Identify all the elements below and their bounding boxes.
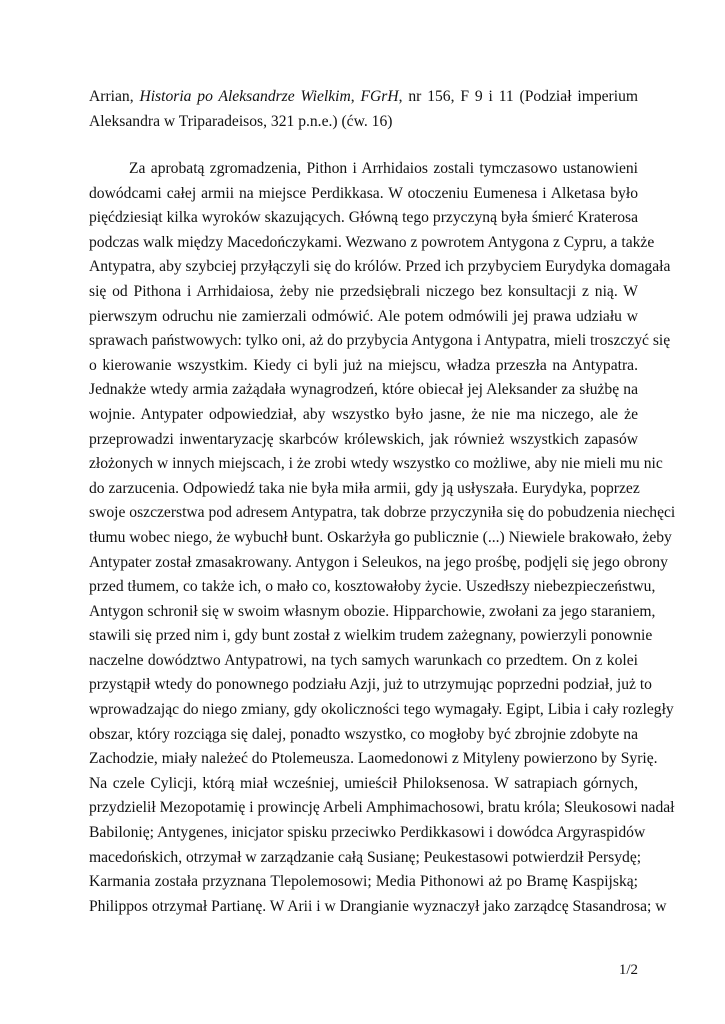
body-line: przydzielił Mezopotamię i prowincję Arbeli Amphimachosowi, bratu króla; Sleukosowi nadał xyxy=(89,799,675,817)
heading-fgrh: FGrH xyxy=(360,88,399,105)
body-line: Antypater został zmasakrowany. Antygon i Seleukos, na jego prośbę, podjęli się jego obrony xyxy=(89,553,668,571)
body-line: obszar, który rozciąga się dalej, ponadto wszystko, co mogłoby być zbrojnie zdobyte na xyxy=(89,725,638,743)
body-line: wprowadzając do niego zmiany, gdy okoliczności tego wymagały. Egipt, Libia i cały rozległy xyxy=(89,701,674,719)
body-line: dowódcami całej armii na miejsce Perdikkasa. W otoczeniu Eumenesa i Alketasa było xyxy=(89,184,638,202)
body-line: pięćdziesiąt kilka wyroków skazujących. Główną tego przyczyną była śmierć Kraterosa xyxy=(89,209,638,227)
body-line: Antygon schronił się w swoim własnym obozie. Hipparchowie, zwołani za jego staraniem, xyxy=(89,602,656,620)
body-line: Jednakże wtedy armia zażądała wynagrodzeń, które obiecał jej Aleksander za służbę na xyxy=(89,381,638,399)
body-line: pierwszym odruchu nie zamierzali odmówić. Ale potem odmówili jej prawa udziału w xyxy=(89,307,638,325)
body-line: Za aprobatą zgromadzenia, Pithon i Arrhidaios zostali tymczasowo ustanowieni xyxy=(129,160,638,177)
heading-author: Arrian, xyxy=(89,88,140,105)
body-line: Philippos otrzymał Partianę. W Arii i w Drangianie wyznaczył jako zarządcę Stasandrosa; w xyxy=(89,897,667,915)
body-line: przeprowadzi inwentaryzację skarbców królewskich, jak również wszystkich zapasów xyxy=(89,430,638,448)
body-line: o kierowanie wszystkim. Kiedy ci byli już na miejscu, władza przeszła na Antypatra. xyxy=(89,356,638,374)
heading-work-title: Historia po Aleksandrze Wielkim xyxy=(139,88,351,105)
body-line: wojnie. Antypater odpowiedział, aby wszystko było jasne, że nie ma niczego, ale że xyxy=(89,405,638,423)
body-line: Karmania została przyznana Tlepolemosowi; Media Pithonowi aż po Bramę Kaspijską; xyxy=(89,873,638,891)
body-line: Na czele Cylicji, którą miał wcześniej, umieścił Philoksenosa. W satrapiach górnych, xyxy=(89,774,638,792)
source-citation-heading xyxy=(89,84,638,134)
body-line: Babilonię; Antygenes, inicjator spisku przeciwko Perdikkasowi i dowódca Argyraspidów xyxy=(89,824,646,842)
heading-line-1 xyxy=(89,84,638,109)
heading-line-2: Aleksandra w Triparadeisos, 321 p.n.e.) (ćw. 16) xyxy=(89,113,393,130)
body-line: Zachodzie, miały należeć do Ptolemeusza. Laomedonowi z Mityleny powierzono by Syrię. xyxy=(89,750,658,768)
heading-separator: , xyxy=(350,88,361,105)
body-line: macedońskich, otrzymał w zarządzanie całą Susianę; Peukestasowi potwierdził Persydę; xyxy=(89,848,642,866)
body-line: sprawach państwowych: tylko oni, aż do przybycia Antygona i Antypatra, mieli troszczyć się xyxy=(89,332,671,350)
body-line: przed tłumem, co także ich, o mało co, kosztowałoby życie. Uszedłszy niebezpieczeństwu, xyxy=(89,578,656,596)
body-line: naczelne dowództwo Antypatrowi, na tych samych warunkach co przedtem. On z kolei xyxy=(89,651,638,669)
page-number: 1/2 xyxy=(618,962,638,978)
translation-body xyxy=(89,157,676,919)
body-line: złożonych w innych miejscach, i że zrobi wtedy wszystko co możliwe, aby nie mieli mu nic xyxy=(89,455,663,473)
body-line: się od Pithona i Arrhidaiosa, żeby nie przedsiębrali niczego bez konsultacji z nią. W xyxy=(89,282,638,300)
body-line: stawili się przed nim i, gdy bunt został z wielkim trudem zażegnany, powierzyli ponownie xyxy=(89,627,653,645)
heading-reference: , nr 156, F 9 i 11 (Podział imperium xyxy=(398,88,639,105)
body-line: podczas walk między Macedończykami. Wezwano z powrotem Antygona z Cypru, a także xyxy=(89,233,655,251)
body-line: swoje oszczerstwa pod adresem Antypatra, tak dobrze przyczyniła się do pobudzenia niechęci xyxy=(89,504,676,522)
body-line: tłumu wobec niego, że wybuchł bunt. Oskarżyła go publicznie (...) Niewiele brakowało, żeby xyxy=(89,528,672,546)
body-line: Antypatra, aby szybciej przyłączyli się do królów. Przed ich przybyciem Eurydyka domagała xyxy=(89,258,671,276)
body-line: do zarzucenia. Odpowiedź taka nie była miła armii, gdy ją usłyszała. Eurydyka, poprzez xyxy=(89,479,640,497)
body-line: przystąpił wtedy do ponownego podziału Azji, już to utrzymując poprzedni podział, już to xyxy=(89,676,652,694)
